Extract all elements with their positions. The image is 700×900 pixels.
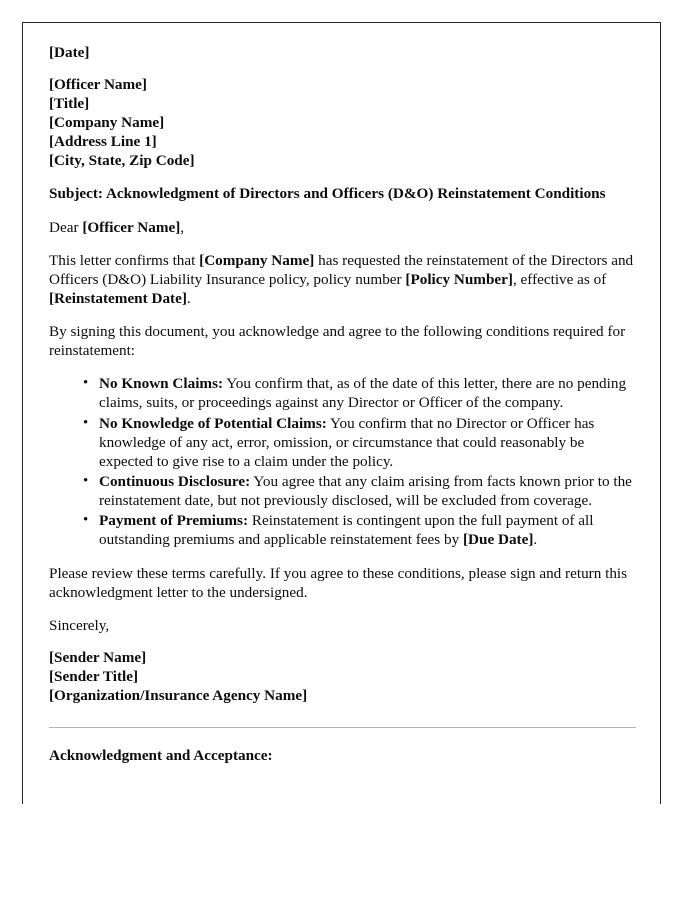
recipient-officer-name: [Officer Name] bbox=[49, 76, 147, 94]
sender-title: [Sender Title] bbox=[49, 667, 139, 685]
letter-body bbox=[49, 43, 636, 765]
intro-reinstatement-date: [Reinstatement Date] bbox=[49, 289, 187, 307]
sign-off: Sincerely, bbox=[49, 616, 110, 634]
salutation-prefix: Dear bbox=[49, 218, 83, 236]
intro-policy-number: [Policy Number] bbox=[405, 270, 513, 288]
condition-term: Continuous Disclosure: bbox=[99, 473, 251, 491]
intro-part-4: . bbox=[186, 289, 191, 307]
sender-name: [Sender Name] bbox=[49, 649, 147, 667]
section-divider bbox=[49, 727, 636, 728]
lead-in-paragraph: By signing this document, you acknowledge and agree to the following conditions required for reinstatement: bbox=[49, 323, 626, 360]
document-page bbox=[22, 22, 661, 804]
date-placeholder-text: [Date] bbox=[49, 44, 90, 61]
sender-organization: [Organization/Insurance Agency Name] bbox=[49, 686, 308, 704]
recipient-company-name: [Company Name] bbox=[49, 113, 165, 131]
salutation-suffix: , bbox=[180, 218, 185, 236]
date-placeholder bbox=[49, 43, 636, 62]
condition-item-payment-of-premiums bbox=[99, 511, 636, 549]
recipient-title: [Title] bbox=[49, 94, 90, 112]
condition-term: No Knowledge of Potential Claims: bbox=[99, 414, 327, 432]
intro-part-2: has requested the reinstatement of the Directors and Officers (D&O) Liability Insurance policy, policy number bbox=[49, 251, 634, 288]
recipient-city-state-zip: [City, State, Zip Code] bbox=[49, 151, 195, 169]
intro-part-1: This letter confirms that bbox=[49, 251, 200, 269]
conditions-list bbox=[49, 374, 636, 549]
condition-text: You confirm that, as of the date of this letter, there are no pending claims, suits, or proceedings against any Director or Officer of the company. bbox=[99, 375, 627, 412]
sender-signature-block bbox=[49, 649, 636, 706]
condition-term: No Known Claims: bbox=[99, 375, 224, 393]
condition-due-date: [Due Date] bbox=[462, 531, 534, 549]
subject-line: Subject: Acknowledgment of Directors and Officers (D&O) Reinstatement Conditions bbox=[49, 185, 606, 203]
condition-text-after: . bbox=[533, 531, 538, 549]
closing-paragraph: Please review these terms carefully. If you agree to these conditions, please sign and return this acknowledgment letter to the undersigned. bbox=[49, 564, 628, 601]
condition-text: You confirm that no Director or Officer has knowledge of any act, error, omission, or circumstance that could reasonably be expected to give rise to a claim under the policy. bbox=[99, 414, 595, 470]
intro-company-name: [Company Name] bbox=[199, 251, 315, 269]
condition-item-continuous-disclosure bbox=[99, 472, 636, 510]
condition-item-no-known-claims bbox=[99, 374, 636, 412]
condition-term: Payment of Premiums: bbox=[99, 512, 249, 530]
recipient-address-block bbox=[49, 76, 636, 170]
acknowledgment-heading: Acknowledgment and Acceptance: bbox=[49, 746, 273, 764]
salutation-officer-name: [Officer Name] bbox=[82, 218, 181, 236]
recipient-address-line-1: [Address Line 1] bbox=[49, 132, 157, 150]
salutation bbox=[49, 218, 636, 237]
condition-item-no-knowledge-of-potential-claims bbox=[99, 414, 636, 471]
intro-part-3: , effective as of bbox=[512, 270, 607, 288]
condition-text-before: Reinstatement is contingent upon the full payment of all outstanding premiums and applicable reinstatement fees by bbox=[99, 512, 594, 549]
condition-text: You agree that any claim arising from facts known prior to the reinstatement date, but not previously disclosed, will be excluded from coverage. bbox=[99, 473, 632, 510]
intro-paragraph bbox=[49, 251, 636, 308]
